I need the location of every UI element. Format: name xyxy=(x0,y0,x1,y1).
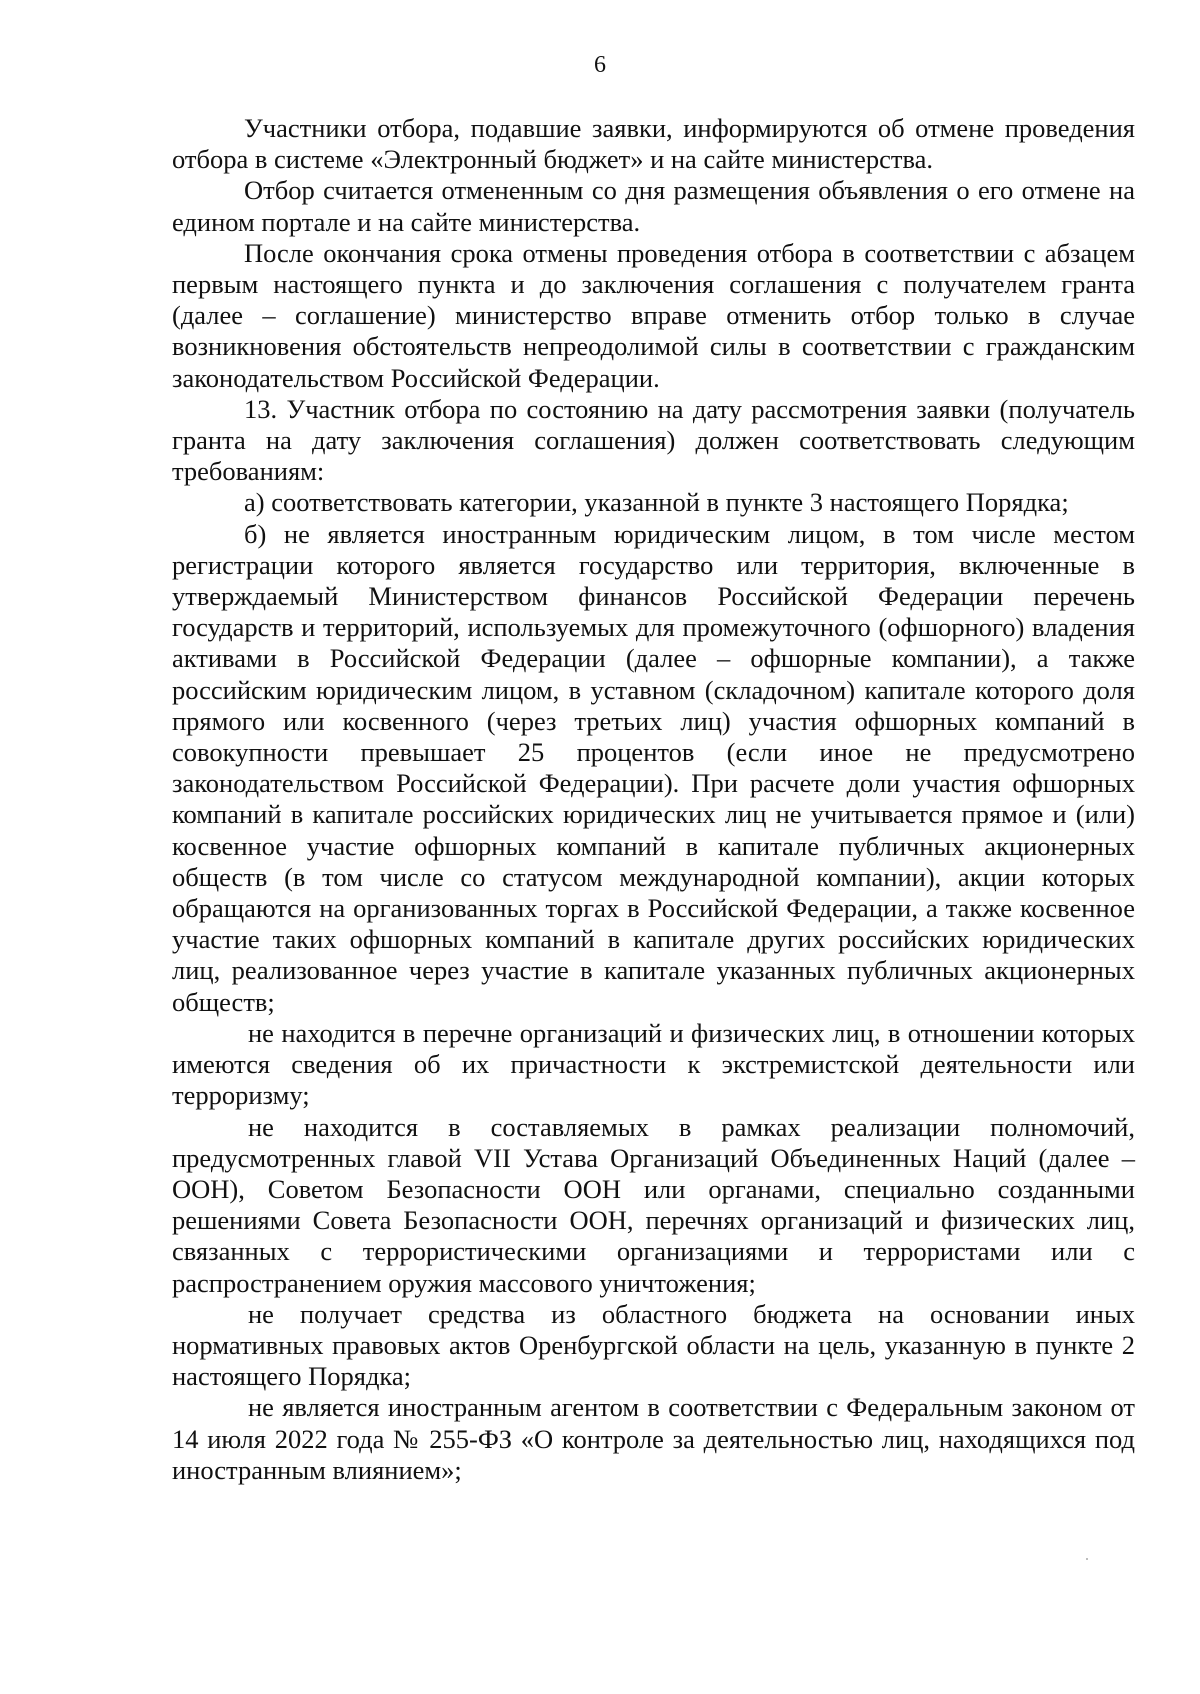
paragraph-un-lists: не находится в составляемых в рамках реализации полномочий, предусмотренных главой VII Устава Организаций Объединенных Наций (далее – ООН), Советом Безопасности ООН или органами, специально созданными решениями Совета Безопасности ООН, перечнях организаций и физических лиц, связанных с террористическими организациями и террористами или с распространением оружия массового уничтожения; xyxy=(172,1111,1135,1298)
paragraph-item-13a: а) соответствовать категории, указанной в пункте 3 настоящего Порядка; xyxy=(244,487,1069,518)
paragraph-force-majeure: После окончания срока отмены проведения отбора в соответствии с абзацем первым настоящего пункта и до заключения соглашения с получателем гранта (далее – соглашение) министерство вправе отменить отбор только в случае возникновения обстоятельств непреодолимой силы в соответствии с гражданским законодательством Российской Федерации. xyxy=(172,237,1135,393)
paragraph-cancellation-date: Отбор считается отмененным со дня размещения объявления о его отмене на едином портале и на сайте министерства. xyxy=(172,175,1135,237)
paragraph-item-13b: б) не является иностранным юридическим лицом, в том числе местом регистрации которого является государство или территория, включенные в утверждаемый Министерством финансов Российской Федерации перечень государств и территорий, используемых для промежуточного (офшорного) владения активами в Российской Федерации (далее – офшорные компании), а также российским юридическим лицом, в уставном (складочном) капитале которого доля прямого или косвенного (через третьих лиц) участия офшорных компаний в совокупности превышает 25 процентов (если иное не предусмотрено законодательством Российской Федерации). При расчете доли участия офшорных компаний в капитале российских юридических лиц не учитывается прямое и (или) косвенное участие офшорных компаний в капитале публичных акционерных обществ (в том числе со статусом международной компании), акции которых обращаются на организованных торгах в Российской Федерации, а также косвенное участие таких офшорных компаний в капитале других российских юридических лиц, реализованное через участие в капитале указанных публичных акционерных обществ; xyxy=(172,518,1135,1017)
document-body xyxy=(172,113,1135,1486)
scan-speck xyxy=(1086,1558,1088,1560)
paragraph-extremism: не находится в перечне организаций и физических лиц, в отношении которых имеются сведения об их причастности к экстремистской деятельности или терроризму; xyxy=(172,1017,1135,1111)
paragraph-cancellation-notice: Участники отбора, подавшие заявки, информируются об отмене проведения отбора в системе «Электронный бюджет» и на сайте министерства. xyxy=(172,113,1135,175)
paragraph-foreign-agent: не является иностранным агентом в соответствии с Федеральным законом от 14 июля 2022 года № 255-ФЗ «О контроле за деятельностью лиц, находящихся под иностранным влиянием»; xyxy=(172,1392,1135,1485)
paragraph-regional-budget: не получает средства из областного бюджета на основании иных нормативных правовых актов Оренбургской области на цель, указанную в пункте 2 настоящего Порядка; xyxy=(172,1298,1135,1392)
page-number: 6 xyxy=(594,52,606,78)
paragraph-item-13: 13. Участник отбора по состоянию на дату рассмотрения заявки (получатель гранта на дату заключения соглашения) должен соответствовать следующим требованиям: xyxy=(172,393,1135,487)
